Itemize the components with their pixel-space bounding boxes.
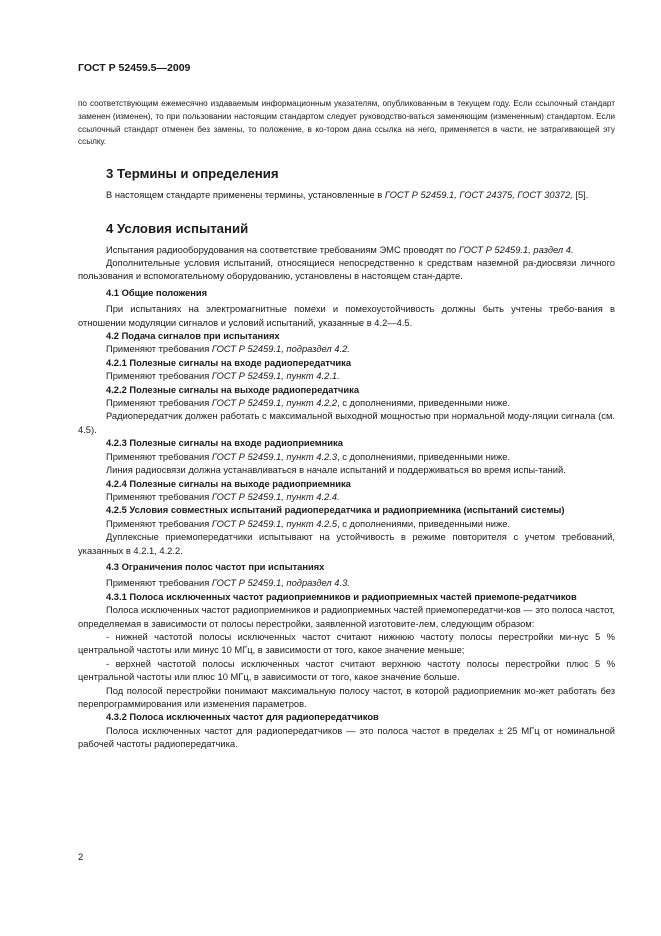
clause-4-2-1-paragraph: Применяют требования ГОСТ Р 52459.1, пункт 4.2.1.: [106, 371, 340, 382]
section-4-paragraph-2: Дополнительные условия испытаний, относящиеся непосредственно к средствам наземной ра-диосвязи личного пользования и вспомогательному оборудованию, установлены в настоящем стан-дарте.: [78, 258, 615, 282]
subsection-4-1-heading: 4.1 Общие положения: [106, 287, 208, 298]
clause-4-2-4-heading: 4.2.4 Полезные сигналы на выходе радиоприемника: [106, 478, 351, 489]
clause-4-3-2-heading: 4.3.2 Полоса исключенных частот для радиопередатчиков: [106, 712, 379, 723]
section-4-paragraph-1: Испытания радиооборудования на соответствие требованиям ЭМС проводят по ГОСТ Р 52459.1, раздел 4.: [106, 244, 574, 255]
clause-4-3-2-paragraph: Полоса исключенных частот для радиопередатчиков — это полоса частот в пределах ± 25 МГц от номинальной рабочей частоты радиопередатчика.: [78, 725, 615, 750]
clause-4-2-2-paragraph-2: Радиопередатчик должен работать с максимальной выходной мощностью при нормальной моду-ляции сигнала (см. 4.5).: [78, 411, 615, 435]
clause-4-2-3-paragraph: Применяют требования ГОСТ Р 52459.1, пункт 4.2.3, с дополнениями, приведенными ниже.: [106, 451, 510, 462]
section-3-heading: 3 Термины и определения: [106, 166, 279, 182]
clause-4-3-1-paragraph-1: Полоса исключенных частот радиоприемников и радиоприемных частей приемопередатчи-ков — это полоса частот, определяемая в зависимости от полосы перестройки, заявленной изготовите-лем, следующим образом:: [78, 605, 615, 629]
running-header: ГОСТ Р 52459.5—2009: [78, 62, 191, 74]
subsection-4-2-paragraph: Применяют требования ГОСТ Р 52459.1, подраздел 4.2.: [106, 344, 350, 355]
section-3-paragraph: В настоящем стандарте применены термины, установленные в ГОСТ Р 52459.1, ГОСТ 24375, ГОСТ 30372, [5].: [106, 190, 589, 201]
clause-4-3-1-list-item-2: - верхней частотой полосы исключенных частот считают верхнюю частоту полосы перестройки плюс 5 % центральной частоты или плюс 10 МГц, в зависимости от того, какое значение больше.: [78, 658, 615, 683]
subsection-4-3-heading: 4.3 Ограничения полос частот при испытаниях: [106, 561, 325, 572]
section-4-heading: 4 Условия испытаний: [106, 220, 249, 236]
clause-4-2-4-paragraph: Применяют требования ГОСТ Р 52459.1, пункт 4.2.4.: [106, 491, 340, 502]
subsection-4-1-paragraph: При испытаниях на электромагнитные помехи и помехоустойчивость должны быть учтены требо-вания в отношении модуляции сигналов и условий испытаний, указанные в 4.2—4.5.: [78, 304, 615, 328]
intro-paragraph: по соответствующим ежемесячно издаваемым информационным указателям, опубликованным в текущем году. Если ссылочный стандарт заменен (изменен), то при пользовании настоящим стандартом следует руководство-ваться заменяющим (измененным) стандартом. Если ссылочный стандарт отменен без замены, то положение, в ко-тором дана ссылка на него, применяется в части, не затрагивающей эту ссылку.: [78, 99, 615, 147]
clause-4-2-3-paragraph-2: Линия радиосвязи должна устанавливаться в начале испытаний и поддерживаться во время испы-таний.: [106, 465, 566, 476]
clause-4-2-3-heading: 4.2.3 Полезные сигналы на входе радиоприемника: [106, 438, 343, 449]
clause-4-2-5-paragraph: Применяют требования ГОСТ Р 52459.1, пункт 4.2.5, с дополнениями, приведенными ниже.: [106, 518, 510, 529]
clause-4-2-2-paragraph: Применяют требования ГОСТ Р 52459.1, пункт 4.2.2, с дополнениями, приведенными ниже.: [106, 398, 510, 409]
clause-4-3-1-heading: 4.3.1 Полоса исключенных частот радиоприемников и радиоприемных частей приемопе-редатчиков: [106, 591, 577, 602]
subsection-4-2-heading: 4.2 Подача сигналов при испытаниях: [106, 331, 280, 342]
clause-4-2-1-heading: 4.2.1 Полезные сигналы на входе радиопередатчика: [106, 357, 352, 368]
clause-4-2-5-heading: 4.2.5 Условия совместных испытаний радиопередатчика и радиоприемника (испытаний системы): [106, 505, 565, 516]
clause-4-2-2-heading: 4.2.2 Полезные сигналы на выходе радиопередатчика: [106, 384, 360, 395]
clause-4-3-1-paragraph-2: Под полосой перестройки понимают максимальную полосу частот, в которой радиоприемник мо-жет работать без перепрограммирования или изменения параметров.: [78, 685, 615, 709]
subsection-4-3-paragraph: Применяют требования ГОСТ Р 52459.1, подраздел 4.3.: [106, 578, 350, 589]
clause-4-3-1-list-item-1: - нижней частотой полосы исключенных частот считают нижнюю частоту полосы перестройки ми-нус 5 % центральной частоты или минус 10 МГц, в зависимости от того, какое значение меньше;: [78, 631, 615, 656]
page-number: 2: [78, 852, 84, 863]
clause-4-2-5-paragraph-2: Дуплексные приемопередатчики испытывают на устойчивость в режиме повторителя с учетом требований, указанных в 4.2.1, 4.2.2.: [78, 532, 615, 556]
